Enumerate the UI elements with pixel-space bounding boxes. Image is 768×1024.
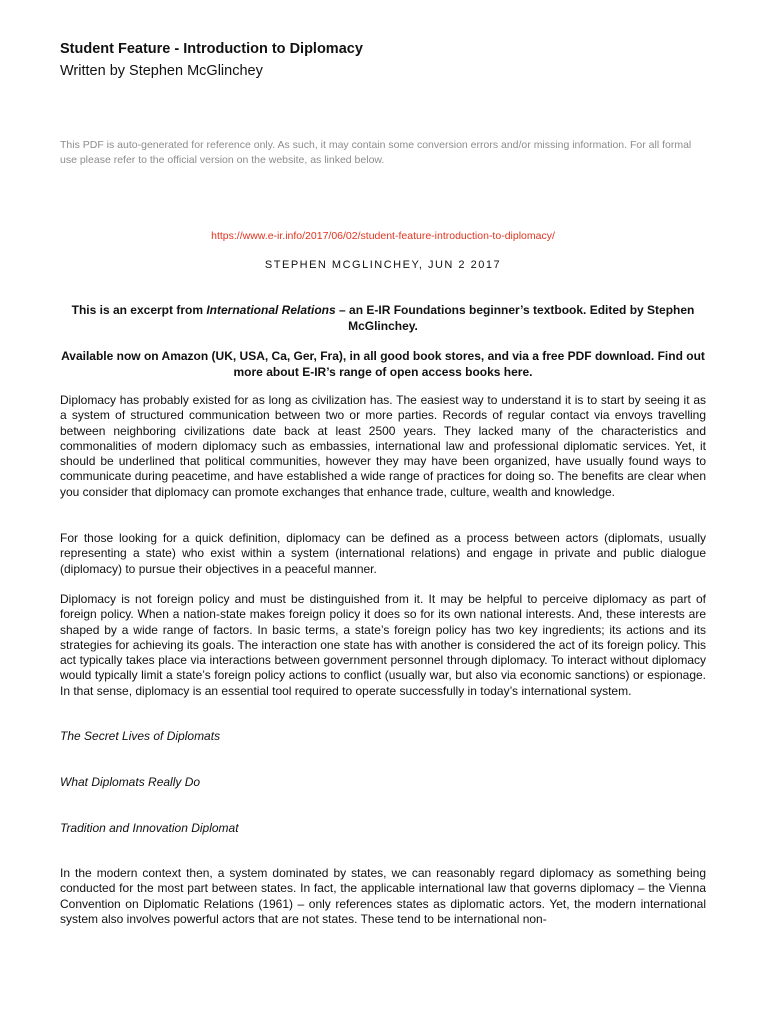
body-paragraph-3: Diplomacy is not foreign policy and must be distinguished from it. It may be helpful to perceive diplomacy as part of foreign policy. When a nation-state makes foreign policy it does so for its own national interests. And, these interests are shaped by a wide range of factors. In basic terms, a state’s foreign policy has two key ingredients; its actions and its strategies for achieving its goals. The interaction one state has with another is considered the act of its foreign policy. This act typically takes place via interactions between government personnel through diplomacy. To interact without diplomacy would typically limit a state’s foreign policy actions to conflict (usually war, but also via economic sanctions) or espionage. In that sense, diplomacy is an essential tool required to operate successfully in today’s international system. (60, 592, 706, 698)
excerpt-prefix: This is an excerpt from (71, 303, 207, 317)
book-title: International Relations (206, 303, 336, 317)
byline: STEPHEN MCGLINCHEY, JUN 2 2017 (264, 259, 502, 271)
page-title: Student Feature - Introduction to Diplomacy (60, 41, 363, 57)
availability-note: Available now on Amazon (UK, USA, Ca, Ger, Fra), in all good book stores, and via a free PDF download. Find out more about E-IR’s range of open access books here. (61, 349, 705, 379)
body-paragraph-1: Diplomacy has probably existed for as long as civilization has. The easiest way to understand it is to start by seeing it as a system of structured communication between two or more parties. Records of regular contact via envoys travelling between neighboring civilizations date back at least 2500 years. They lacked many of the characteristics and commonalities of modern diplomacy such as embassies, international law and professional diplomatic services. Yet, it should be underlined that political communities, however they may have been organized, have usually found ways to communicate during peacetime, and have established a wide range of practices for doing so. The benefits are clear when you consider that diplomacy can promote exchanges that enhance trade, culture, wealth and knowledge. (60, 393, 706, 499)
video-title-1: The Secret Lives of Diplomats (60, 729, 221, 743)
excerpt-suffix: – an E-IR Foundations beginner’s textbook. Edited by Stephen McGlinchey. (335, 303, 695, 333)
source-link[interactable]: https://www.e-ir.info/2017/06/02/student-feature-introduction-to-diplomacy/ (211, 230, 555, 242)
video-title-3: Tradition and Innovation Diplomat (60, 821, 239, 835)
body-paragraph-4: In the modern context then, a system dominated by states, we can reasonably regard diplomacy as something being conducted for the most part between states. In fact, the applicable international law that governs diplomacy – the Vienna Convention on Diplomatic Relations (1961) – only references states as diplomatic actors. Yet, the modern international system also involves powerful actors that are not states. These tend to be international non- (60, 866, 706, 926)
video-title-2: What Diplomats Really Do (60, 775, 201, 789)
author-line: Written by Stephen McGlinchey (60, 63, 263, 79)
pdf-notice: This PDF is auto-generated for reference only. As such, it may contain some conversion errors and/or missing information. For all formal use please refer to the official version on the website, as linked below. (60, 139, 692, 166)
body-paragraph-2: For those looking for a quick definition, diplomacy can be defined as a process between actors (diplomats, usually representing a state) who exist within a system (international relations) and engage in private and public dialogue (diplomacy) to pursue their objectives in a peaceful manner. (60, 531, 706, 576)
excerpt-note (60, 302, 706, 334)
